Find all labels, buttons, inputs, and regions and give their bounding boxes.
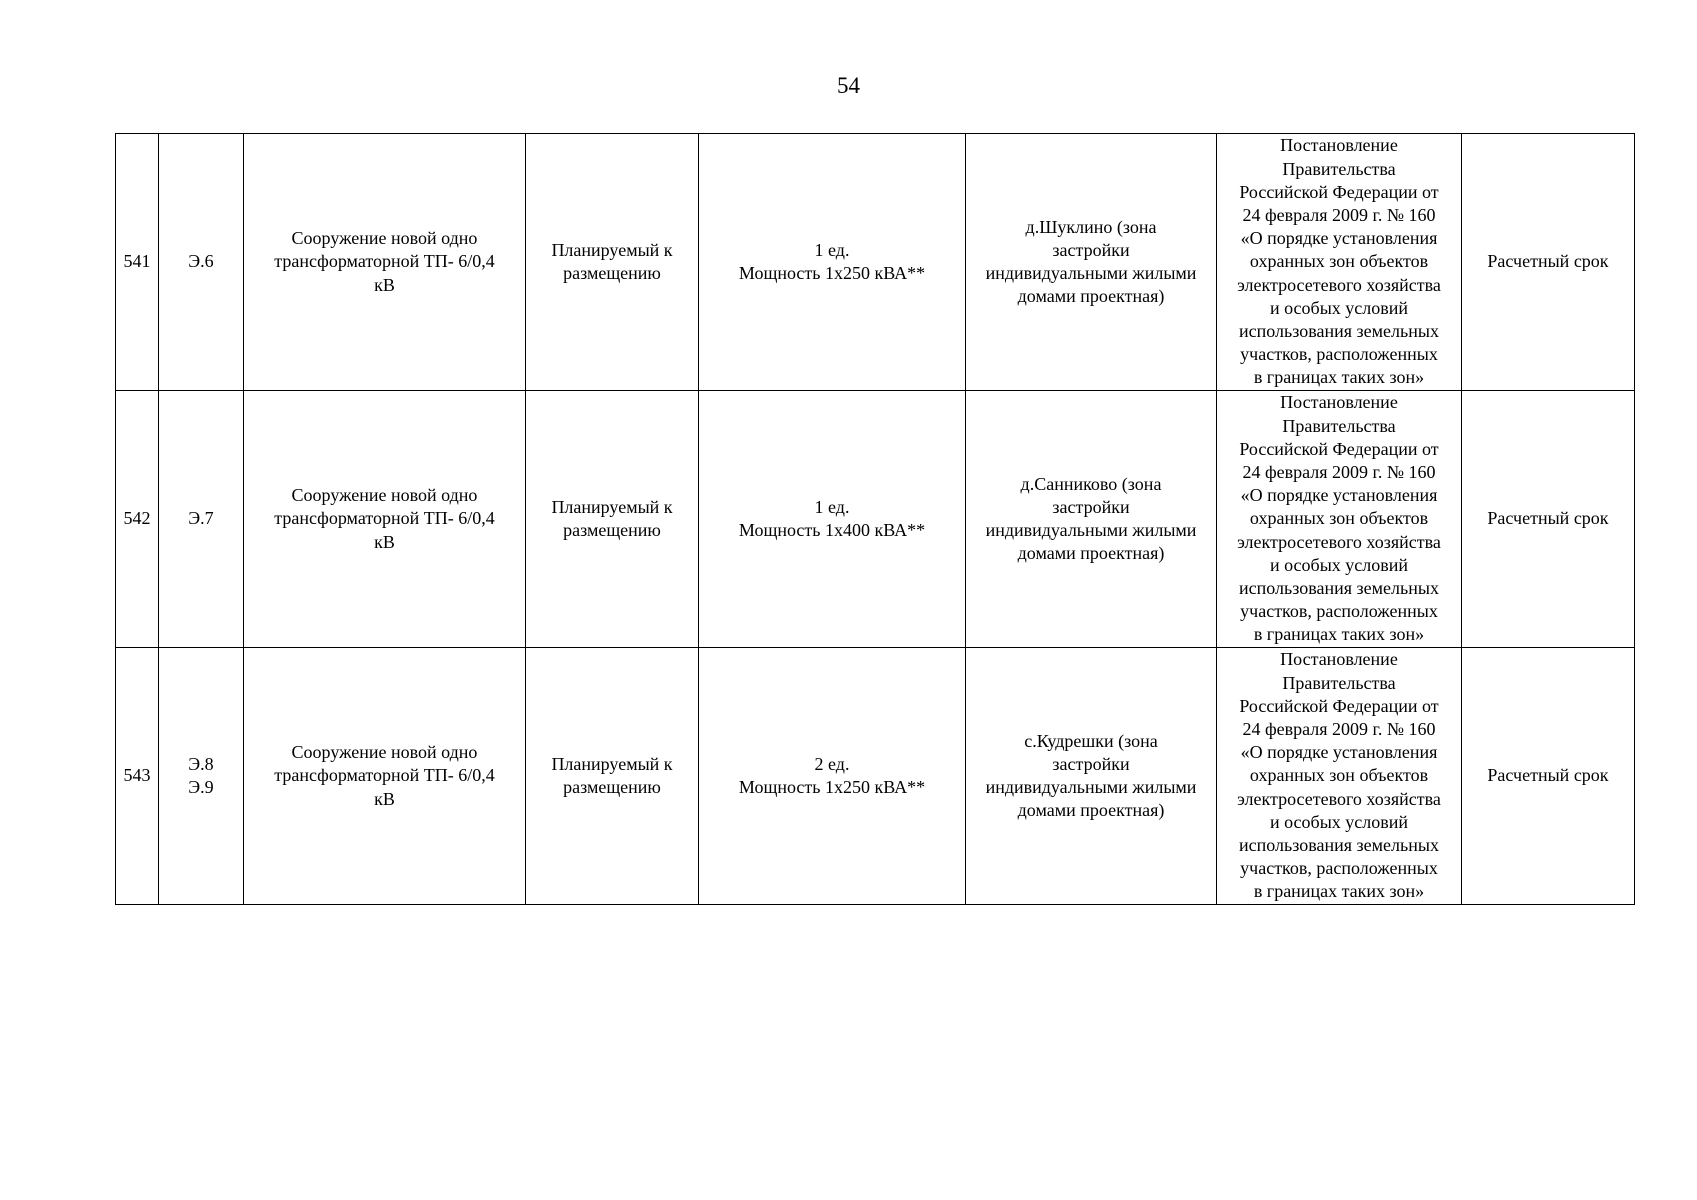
row-number-cell <box>116 134 159 391</box>
regulation-line: электросетевого хозяйства <box>1237 274 1441 295</box>
regulation-line: участков, расположенных <box>1240 858 1438 879</box>
location-line: застройки <box>1052 496 1130 517</box>
table-row <box>116 134 1635 391</box>
regulation-cell <box>1217 134 1462 391</box>
row-number-cell <box>116 391 159 648</box>
object-name-line: Сооружение новой одно <box>291 485 478 506</box>
regulation-line: в границах таких зон» <box>1253 624 1425 645</box>
regulation-line: и особых условий <box>1269 554 1409 575</box>
objects-table <box>115 133 1635 905</box>
regulation-line: охранных зон объектов <box>1249 508 1429 529</box>
characteristics-line: 2 ед. <box>814 753 850 774</box>
regulation-line: участков, расположенных <box>1240 344 1438 365</box>
table-row <box>116 648 1635 905</box>
regulation-line: использования земельных <box>1239 321 1439 341</box>
regulation-line: Правительства <box>1282 415 1396 436</box>
location-line: индивидуальными жилыми <box>985 777 1197 797</box>
object-name-cell <box>244 648 526 905</box>
regulation-line: электросетевого хозяйства <box>1237 531 1441 552</box>
term-cell <box>1462 134 1635 391</box>
status-cell <box>526 134 699 391</box>
status-cell <box>526 648 699 905</box>
regulation-line: электросетевого хозяйства <box>1237 788 1441 809</box>
characteristics-line: Мощность 1х250 кВА** <box>738 263 926 283</box>
regulation-line: участков, расположенных <box>1240 601 1438 622</box>
status-line: Планируемый к <box>551 496 673 517</box>
characteristics-line: Мощность 1х400 кВА** <box>738 520 926 540</box>
regulation-line: 24 февраля 2009 г. № 160 <box>1242 204 1436 225</box>
location-cell <box>966 648 1217 905</box>
regulation-line: Правительства <box>1282 158 1396 179</box>
term-cell <box>1462 648 1635 905</box>
regulation-line: Российской Федерации от <box>1239 438 1439 459</box>
object-code: Э.7 <box>188 508 214 529</box>
regulation-line: «О порядке установления <box>1240 742 1438 763</box>
regulation-line: Постановление <box>1280 392 1398 413</box>
regulation-line: охранных зон объектов <box>1249 251 1429 272</box>
regulation-line: использования земельных <box>1239 578 1439 598</box>
object-code: Э.9 <box>188 777 214 797</box>
term: Расчетный срок <box>1487 508 1609 529</box>
location-line: домами проектная) <box>1017 543 1165 564</box>
object-name-line: трансформаторной ТП- 6/0,4 <box>274 765 495 786</box>
location-line: д.Санниково (зона <box>1020 473 1162 494</box>
row-number: 541 <box>123 251 151 272</box>
table-row <box>116 391 1635 648</box>
status-line: размещению <box>563 777 661 797</box>
table-body <box>116 134 1635 905</box>
regulation-line: 24 февраля 2009 г. № 160 <box>1242 718 1436 739</box>
status-cell <box>526 391 699 648</box>
characteristics-line: 1 ед. <box>814 239 850 260</box>
term: Расчетный срок <box>1487 251 1609 272</box>
regulation-line: «О порядке установления <box>1240 485 1438 506</box>
location-line: д.Шуклино (зона <box>1025 216 1157 237</box>
location-line: застройки <box>1052 753 1130 774</box>
term: Расчетный срок <box>1487 765 1609 786</box>
regulation-cell <box>1217 648 1462 905</box>
term-cell <box>1462 391 1635 648</box>
object-code: Э.6 <box>188 251 214 272</box>
object-code-cell <box>159 134 244 391</box>
location-cell <box>966 134 1217 391</box>
object-code-cell <box>159 648 244 905</box>
row-number-cell <box>116 648 159 905</box>
object-name-line: Сооружение новой одно <box>291 742 478 763</box>
object-name-line: Сооружение новой одно <box>291 228 478 249</box>
row-number: 542 <box>123 508 151 529</box>
status-line: Планируемый к <box>551 239 673 260</box>
location-line: домами проектная) <box>1017 286 1165 307</box>
characteristics-line: Мощность 1х250 кВА** <box>738 777 926 797</box>
object-name-line: трансформаторной ТП- 6/0,4 <box>274 251 495 272</box>
regulation-cell <box>1217 391 1462 648</box>
object-name-line: трансформаторной ТП- 6/0,4 <box>274 508 495 529</box>
regulation-line: и особых условий <box>1269 811 1409 832</box>
location-line: застройки <box>1052 239 1130 260</box>
object-name-line: кВ <box>374 274 395 295</box>
characteristics-line: 1 ед. <box>814 496 850 517</box>
location-line: индивидуальными жилыми <box>985 263 1197 283</box>
object-name-line: кВ <box>374 788 395 809</box>
regulation-line: Постановление <box>1280 649 1398 670</box>
regulation-line: и особых условий <box>1269 297 1409 318</box>
regulation-line: использования земельных <box>1239 835 1439 855</box>
regulation-line: Постановление <box>1280 135 1398 156</box>
regulation-line: «О порядке установления <box>1240 228 1438 249</box>
object-code: Э.8 <box>188 753 214 774</box>
regulation-line: Правительства <box>1282 672 1396 693</box>
characteristics-cell <box>699 648 966 905</box>
location-line: индивидуальными жилыми <box>985 520 1197 540</box>
object-name-cell <box>244 134 526 391</box>
location-line: с.Кудрешки (зона <box>1024 730 1158 751</box>
location-line: домами проектная) <box>1017 800 1165 821</box>
row-number: 543 <box>123 765 151 786</box>
page-number: 54 <box>837 73 860 98</box>
regulation-line: 24 февраля 2009 г. № 160 <box>1242 461 1436 482</box>
object-name-line: кВ <box>374 531 395 552</box>
regulation-line: Российской Федерации от <box>1239 181 1439 202</box>
regulation-line: в границах таких зон» <box>1253 881 1425 902</box>
regulation-line: в границах таких зон» <box>1253 367 1425 388</box>
object-name-cell <box>244 391 526 648</box>
status-line: Планируемый к <box>551 753 673 774</box>
characteristics-cell <box>699 134 966 391</box>
status-line: размещению <box>563 520 661 540</box>
regulation-line: Российской Федерации от <box>1239 695 1439 716</box>
regulation-line: охранных зон объектов <box>1249 765 1429 786</box>
characteristics-cell <box>699 391 966 648</box>
status-line: размещению <box>563 263 661 283</box>
location-cell <box>966 391 1217 648</box>
object-code-cell <box>159 391 244 648</box>
